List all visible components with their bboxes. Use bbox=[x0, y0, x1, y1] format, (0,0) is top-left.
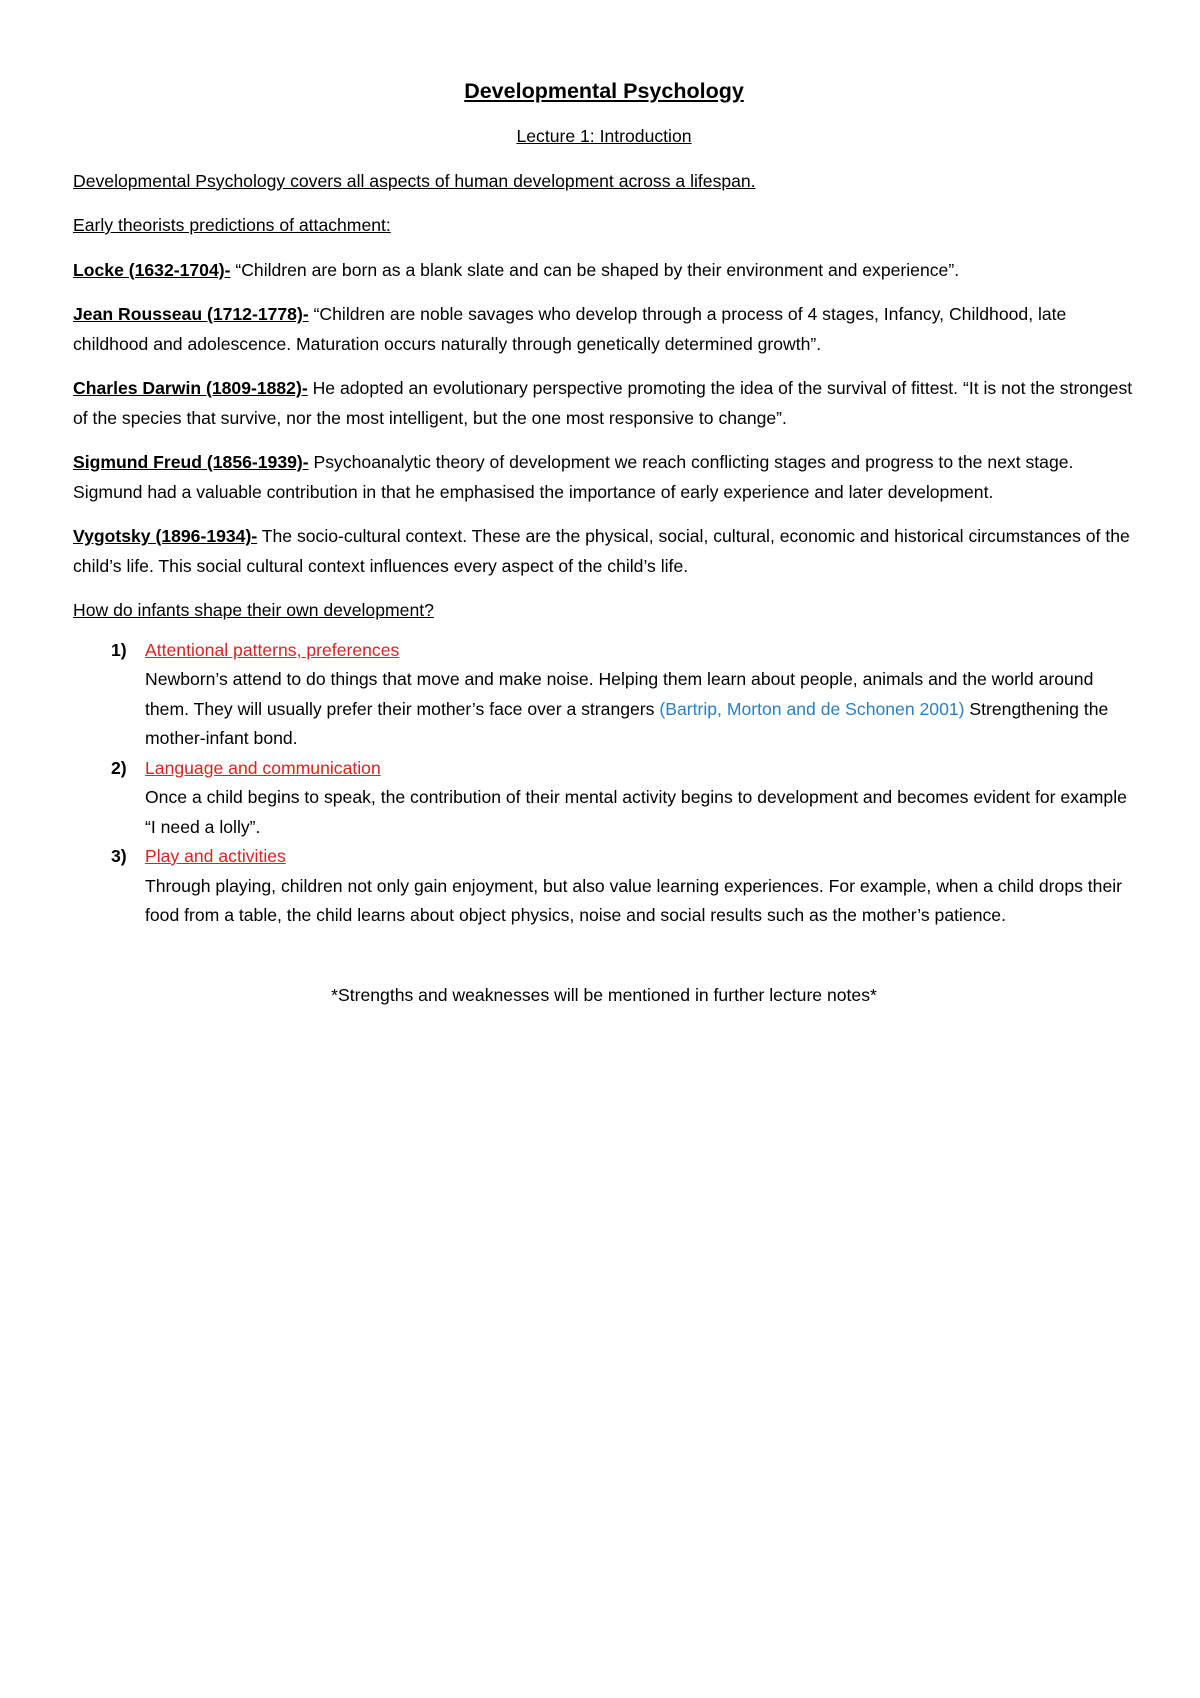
theorist-paragraph-darwin bbox=[73, 374, 1135, 433]
theorist-name: Locke (1632-1704)- bbox=[73, 259, 231, 280]
theorists-heading: Early theorists predictions of attachment: bbox=[73, 215, 391, 235]
theorist-paragraph-rousseau bbox=[73, 300, 1135, 359]
theorist-name: Sigmund Freud (1856-1939)- bbox=[73, 452, 309, 472]
list-item-text: Once a child begins to speak, the contribution of their mental activity begins to development and becomes evident for example “I need a lolly”. bbox=[145, 787, 1127, 837]
theorist-paragraph-locke bbox=[73, 256, 1135, 286]
list-number: 2) bbox=[111, 757, 127, 778]
citation: (Bartrip, Morton and de Schonen 2001) bbox=[659, 698, 965, 719]
theorist-name: Charles Darwin (1809-1882)- bbox=[73, 378, 308, 398]
list-item bbox=[73, 842, 1135, 931]
theorist-text: The socio-cultural context. These are the physical, social, cultural, economic and historical circumstances of the child’s life. This social cultural context influences every aspect of the child’s life. bbox=[73, 526, 1130, 576]
theorist-paragraph-freud bbox=[73, 448, 1135, 507]
list-number: 1) bbox=[111, 639, 127, 660]
footnote: *Strengths and weaknesses will be mentioned in further lecture notes* bbox=[331, 984, 877, 1005]
list-item bbox=[73, 636, 1135, 754]
list-number: 3) bbox=[111, 846, 127, 866]
list-item-text: Newborn’s attend to do things that move and make noise. Helping them learn about people, animals and the world around them. They will usually prefer their mother’s face over a strangers bbox=[145, 669, 1094, 719]
theorist-name: Vygotsky (1896-1934)- bbox=[73, 526, 258, 546]
intro-paragraph: Developmental Psychology covers all aspects of human development across a lifespan. bbox=[73, 170, 756, 191]
theorist-name: Jean Rousseau (1712-1778)- bbox=[73, 304, 309, 324]
list-item bbox=[73, 754, 1135, 843]
list-item-text: Through playing, children not only gain enjoyment, but also value learning experiences. For example, when a child drops their food from a table, the child learns about object physics, noise and social results such as the mother’s patience. bbox=[145, 875, 1123, 925]
numbered-list bbox=[73, 636, 1135, 931]
theorist-paragraph-vygotsky bbox=[73, 522, 1135, 581]
list-item-heading: Language and communication bbox=[145, 757, 381, 778]
theorist-text: Psychoanalytic theory of development we reach conflicting stages and progress to the next stage. Sigmund had a valuable contribution in that he emphasised the importance of early experience and later development. bbox=[73, 452, 1074, 502]
lecture-subtitle: Lecture 1: Introduction bbox=[516, 126, 692, 146]
list-item-heading: Play and activities bbox=[145, 846, 286, 866]
document-body bbox=[73, 76, 1135, 1010]
theorist-text: He adopted an evolutionary perspective promoting the idea of the survival of fittest. “It is not the strongest of the species that survive, nor the most intelligent, but the one most responsive to change”. bbox=[73, 378, 1133, 428]
list-item-heading: Attentional patterns, preferences bbox=[145, 639, 400, 660]
theorist-text: “Children are noble savages who develop through a process of 4 stages, Infancy, Childhood, late childhood and adolescence. Maturation occurs naturally through genetically determined growth”. bbox=[73, 304, 1067, 354]
theorist-text: “Children are born as a blank slate and can be shaped by their environment and experience”. bbox=[230, 259, 960, 280]
document-title: Developmental Psychology bbox=[464, 79, 744, 103]
infants-heading: How do infants shape their own development? bbox=[73, 600, 434, 620]
list-item-text-after: Strengthening the mother-infant bond. bbox=[145, 698, 1109, 748]
